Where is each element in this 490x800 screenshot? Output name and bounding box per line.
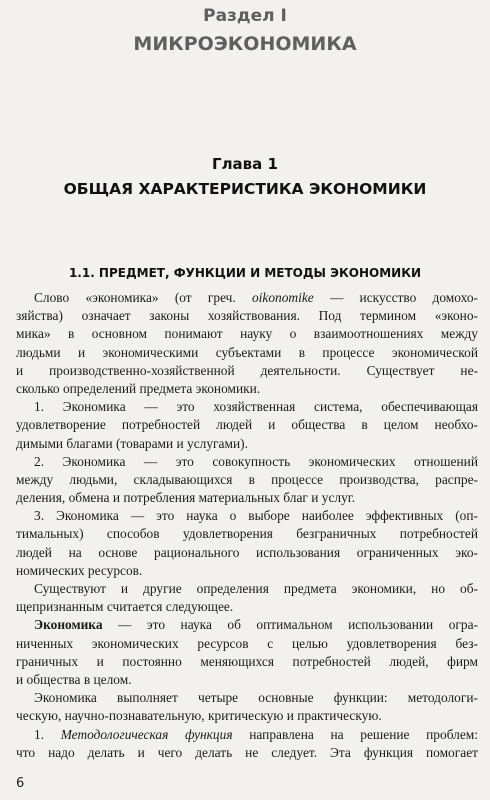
- text-line: что надо делать и чего делать не следует. Эта функция помогает: [16, 744, 478, 760]
- text-line: между людьми, складывающихся в процессе производства, распре-: [16, 471, 478, 487]
- chapter-label: Глава 1: [212, 155, 278, 173]
- text-line: 1. Экономика — это хозяйственная система, обеспечивающая: [34, 399, 478, 415]
- body-text: [16, 289, 478, 762]
- section-title: МИКРОЭКОНОМИКА: [133, 33, 357, 55]
- text-line: номических ресурсов.: [16, 562, 143, 578]
- text-line: зяйства) означает законы хозяйствования. Под термином «эконо-: [16, 308, 478, 324]
- text-line: мика» в основном понимают науку о взаимоотношениях между: [16, 326, 478, 342]
- text-line: ниченных экономических ресурсов с целью удовлетворения без-: [16, 635, 478, 651]
- text-line: 3. Экономика — это наука о выборе наиболее эффективных (оп-: [34, 508, 478, 524]
- text-line: удовлетворение потребностей людей и общества в целом необхо-: [16, 417, 478, 433]
- defined-term: Экономика: [34, 617, 103, 633]
- text-line: димыми благами (товарами и услугами).: [16, 435, 248, 451]
- subsection-title: 1.1. ПРЕДМЕТ, ФУНКЦИИ И МЕТОДЫ ЭКОНОМИКИ: [68, 266, 422, 280]
- text-line: щепризнанным считается следующее.: [16, 599, 234, 615]
- text-line: деления, обмена и потребления материальных благ и услуг.: [16, 490, 356, 506]
- chapter-title: ОБЩАЯ ХАРАКТЕРИСТИКА ЭКОНОМИКИ: [63, 180, 427, 198]
- text-line: Слово «экономика» (от греч. oikonomike — искусство домохо-: [34, 290, 478, 305]
- text-line: Экономика выполняет четыре основные функции: методологи-: [34, 690, 478, 706]
- text-line: Существуют и другие определения предмета экономики, но об-: [34, 581, 478, 596]
- text-line: и общества в целом.: [16, 671, 132, 687]
- text-line: Экономика — это наука об оптимальном использовании огра-: [34, 617, 478, 633]
- text-line: граничных и постоянно меняющихся потребностей людей, фирм: [16, 653, 478, 669]
- text-line: сколько определений предмета экономики.: [16, 380, 261, 396]
- text-line: людей на основе рационального использования ограниченных эко-: [16, 544, 478, 560]
- text-line: 1. Методологическая функция направлена на решение проблем:: [34, 726, 478, 742]
- section-label: Раздел I: [203, 6, 287, 26]
- text-line: людьми и экономическими субъектами в процессе экономической: [16, 344, 478, 360]
- function-term: Методологическая функция: [60, 726, 233, 742]
- text-line: ческую, научно-познавательную, критическую и практическую.: [16, 708, 382, 724]
- page-number: 6: [16, 776, 25, 791]
- greek-term: oikonomike: [251, 290, 314, 305]
- text-line: 2. Экономика — это совокупность экономических отношений: [34, 453, 478, 469]
- text-line: тимальных) способов удовлетворения безграничных потребностей: [16, 526, 478, 542]
- text-line: и производственно-хозяйственной деятельности. Существует не-: [16, 362, 478, 378]
